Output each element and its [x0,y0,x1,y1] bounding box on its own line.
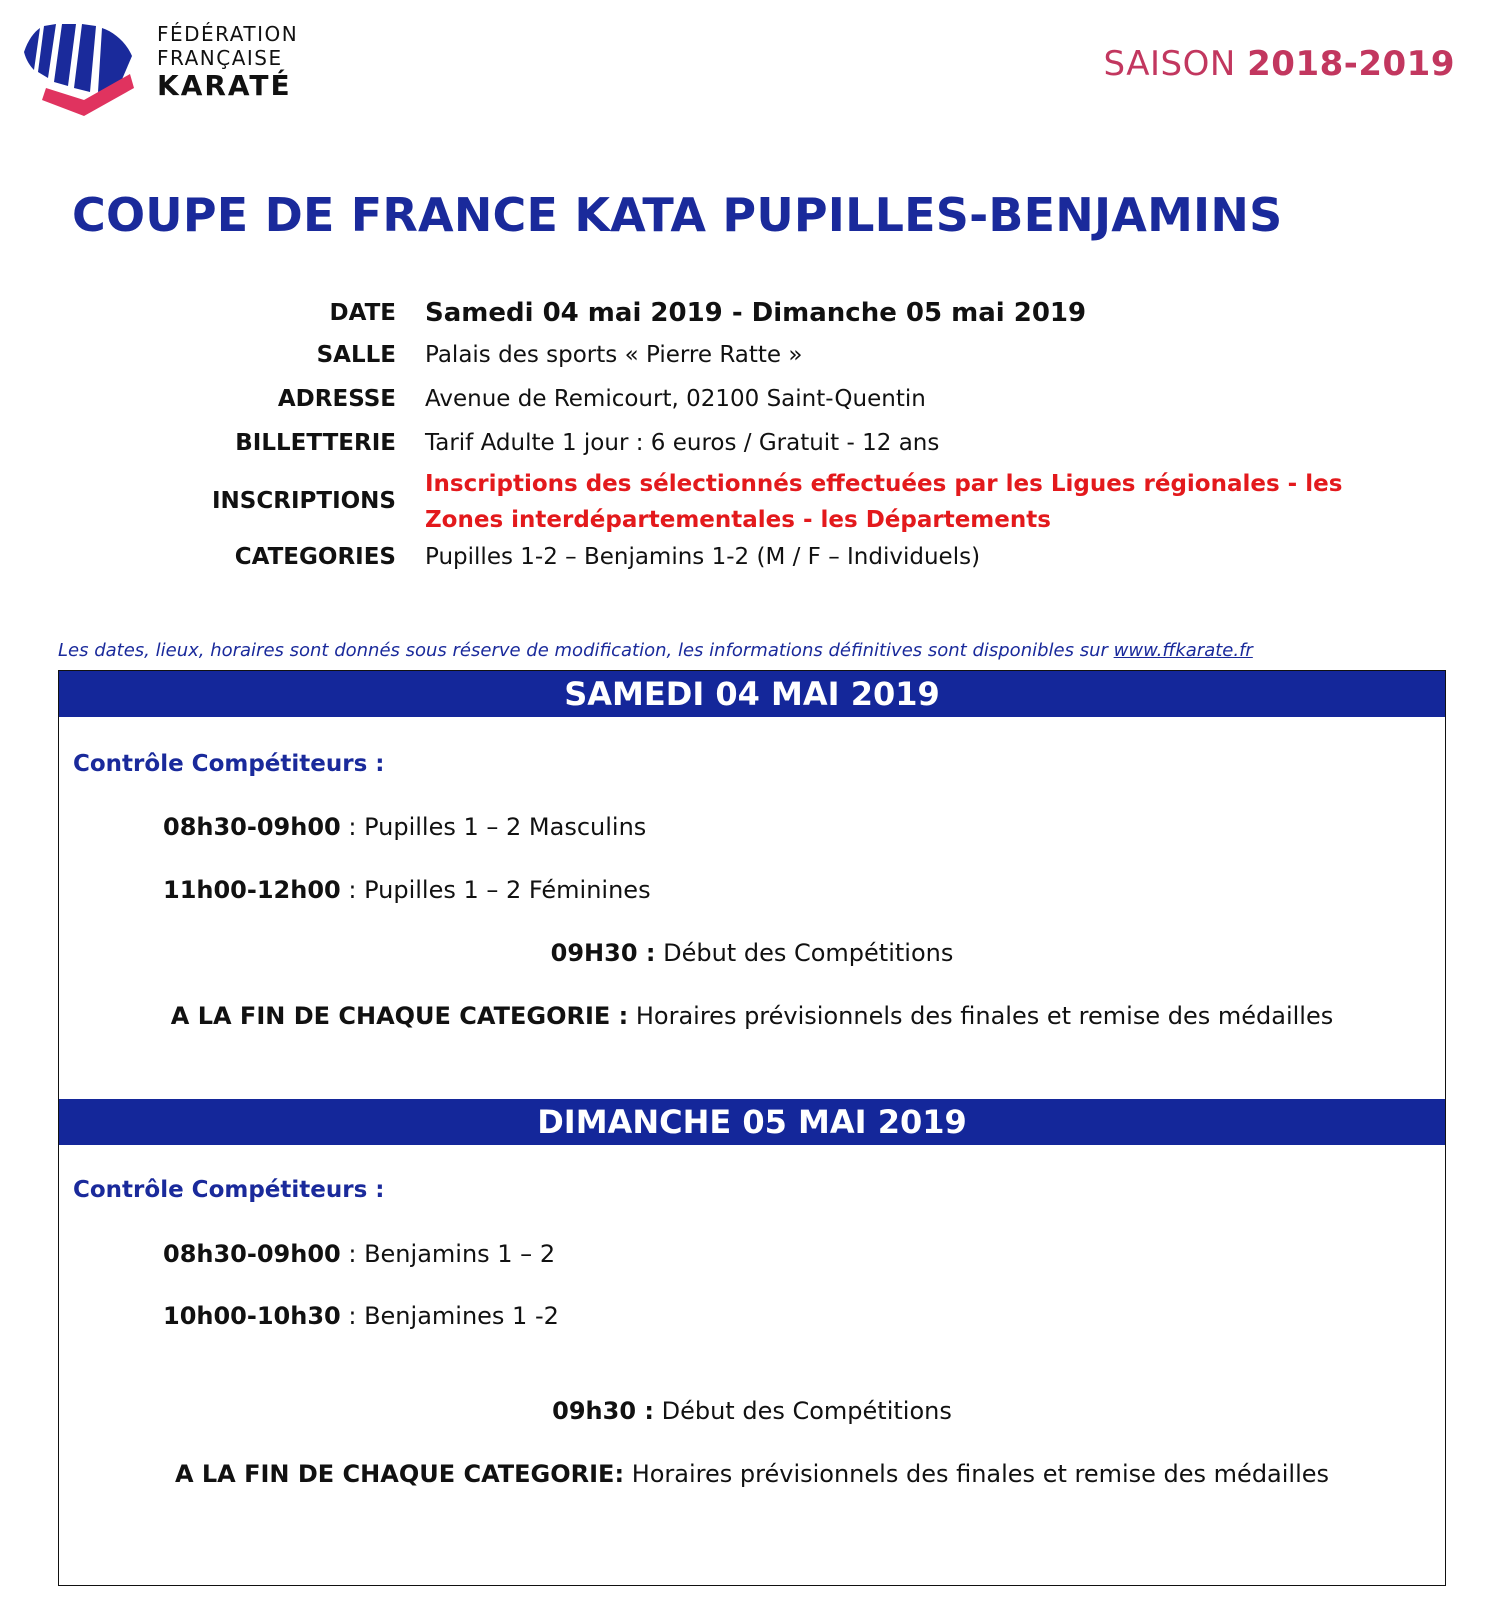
inscriptions-label: INSCRIPTIONS [212,488,396,514]
slot-time: 08h30-09h00 [163,1240,341,1268]
federation-logo [22,22,312,122]
start-sunday [59,1397,1445,1425]
adresse-label: ADRESSE [277,386,396,412]
slot-text: : Pupilles 1 – 2 Féminines [340,876,651,904]
slot-text: : Benjamins 1 – 2 [340,1240,556,1268]
slot-text: : Pupilles 1 – 2 Masculins [340,813,647,841]
karate-belt-logo-icon [22,22,152,122]
categories-value: Pupilles 1-2 – Benjamins 1-2 (M / F – Individuels) [425,544,981,570]
season-word: SAISON [1103,44,1236,84]
end-saturday [59,1002,1445,1030]
website-link[interactable]: www.ffkarate.fr [1113,640,1253,661]
disclaimer-text: Les dates, lieux, horaires sont donnés sous réserve de modification, les informations définitives sont disponibles sur [58,640,1114,661]
end-sunday [59,1460,1445,1488]
date-value: Samedi 04 mai 2019 - Dimanche 05 mai 2019 [425,298,1087,328]
logo-wordmark [157,22,298,102]
slot-time: 10h00-10h30 [163,1302,341,1330]
disclaimer-note [58,640,1253,661]
slot-sunday-2 [163,1302,559,1330]
inscriptions-value: Inscriptions des sélectionnés effectuées par les Ligues régionales - les Zones interdépartementales - les Départements [425,471,1343,533]
slot-saturday-1 [163,813,646,841]
categories-label: CATEGORIES [234,544,396,570]
slot-saturday-2 [163,876,651,904]
page-title: COUPE DE FRANCE KATA PUPILLES-BENJAMINS [72,188,1283,242]
day-header-saturday: SAMEDI 04 MAI 2019 [59,671,1445,717]
start-text: Début des Compétitions [653,1397,952,1425]
control-title-sunday: Contrôle Compétiteurs : [73,1177,385,1203]
day-header-sunday: DIMANCHE 05 MAI 2019 [59,1099,1445,1145]
adresse-value: Avenue de Remicourt, 02100 Saint-Quentin [425,386,926,412]
slot-time: 08h30-09h00 [163,813,341,841]
billetterie-label: BILLETTERIE [235,430,396,456]
logo-line-2: FRANÇAISE [157,46,283,70]
salle-value: Palais des sports « Pierre Ratte » [425,342,803,368]
start-saturday [59,939,1445,967]
logo-line-1: FÉDÉRATION [157,22,299,46]
start-time: 09h30 : [552,1397,654,1425]
start-time: 09H30 : [550,939,656,967]
end-text: Horaires prévisionnels des finales et remise des médailles [628,1002,1334,1030]
control-title-saturday: Contrôle Compétiteurs : [73,751,385,777]
date-label: DATE [329,300,396,326]
season-label [1104,44,1455,84]
slot-time: 11h00-12h00 [163,876,341,904]
season-years: 2018-2019 [1247,44,1455,84]
salle-label: SALLE [316,342,396,368]
end-label: A LA FIN DE CHAQUE CATEGORIE: [174,1460,625,1488]
end-label: A LA FIN DE CHAQUE CATEGORIE : [170,1002,629,1030]
logo-line-3: KARATÉ [157,69,292,102]
start-text: Début des Compétitions [655,939,954,967]
billetterie-value: Tarif Adulte 1 jour : 6 euros / Gratuit - 12 ans [425,430,940,456]
schedule-box [58,670,1446,1586]
slot-text: : Benjamines 1 -2 [340,1302,559,1330]
slot-sunday-1 [163,1240,555,1268]
end-text: Horaires prévisionnels des finales et remise des médailles [624,1460,1330,1488]
